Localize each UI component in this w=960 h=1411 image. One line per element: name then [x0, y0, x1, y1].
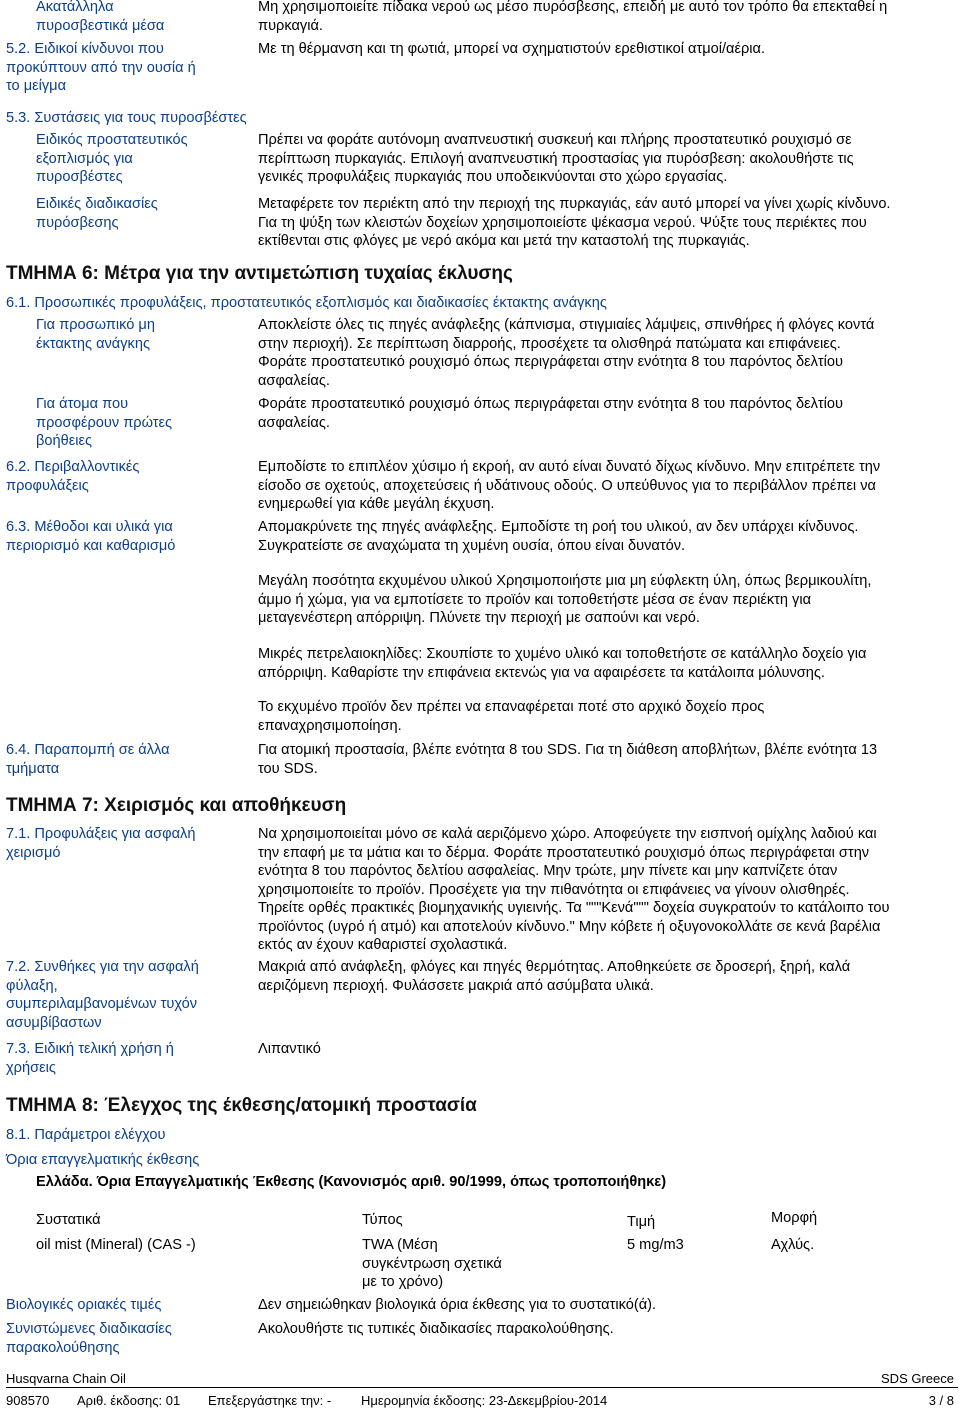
table-header-component: Συστατικά — [36, 1212, 101, 1228]
section-6-3-heading: 6.3. Μέθοδοι και υλικά για περιορισμό και καθαρισμό — [6, 519, 176, 554]
footer-revision: Επεξεργάστηκε την: - — [208, 1393, 332, 1408]
footer-issue-date: Ημερομηνία έκδοσης: 23-Δεκεμβρίου-2014 — [361, 1393, 608, 1408]
firefighting-procedures-label: Ειδικές διαδικασίες πυρόσβεσης — [36, 196, 158, 231]
table-cell-value: 5 mg/m3 — [627, 1237, 684, 1253]
monitoring-label: Συνιστώμενες διαδικασίες παρακολούθησης — [6, 1321, 172, 1356]
oel-heading: Όρια επαγγελματικής έκθεσης — [6, 1152, 200, 1168]
section-7-1-heading: 7.1. Προφυλάξεις για ασφαλή χειρισμό — [6, 826, 196, 861]
section-7-2-heading: 7.2. Συνθήκες για την ασφαλή φύλαξη, συμπεριλαμβανομένων τυχόν ασυμβίβαστων — [6, 959, 199, 1031]
section-8-1-heading: 8.1. Παράμετροι ελέγχου — [6, 1127, 166, 1143]
section-5-2-heading: 5.2. Ειδικοί κίνδυνοι που προκύπτουν από την ουσία ή το μείγμα — [6, 41, 196, 94]
footer-product: Husqvarna Chain Oil — [6, 1371, 126, 1386]
section-7-1-text: Να χρησιμοποιείται μόνο σε καλά αεριζόμενο χώρο. Αποφεύγετε την εισπνοή ομίχλης λαδιού και την επαφή με τα μάτια και το δέρμα. Φοράτε προστατευτικό ρουχισμό όπως περιγράφεται στην ενότητα 8 του παρόντος δελτίου ασφαλείας. Μην τρώτε, μην πίνετε και μην καπνίζετε όταν χρησιμοποιείτε το προϊόν. Προσέχετε για την πιθανότητα οι επιφάνειες να γίνουν ολισθηρές. Τηρείτε ορθές πρακτικές βιομηχανικής υγιεινής. Τα """Κενά""" δοχεία συγκρατούν το κατάλοιπο του προϊόντος (υγρό ή ατμό) και αποτελούν κίνδυνο." Μην κόβετε ή οξυγονοκολλάτε σε κενά βαρέλια εκτός αν έχουν καθαριστεί σχολαστικά. — [258, 826, 890, 953]
section-7-3-heading: 7.3. Ειδική τελική χρήση ή χρήσεις — [6, 1041, 174, 1076]
section-6-2-heading: 6.2. Περιβαλλοντικές προφυλάξεις — [6, 459, 140, 494]
section-5-3-heading: 5.3. Συστάσεις για τους πυροσβέστες — [6, 110, 247, 126]
section-6-3-paragraph-1: Απομακρύνετε της πηγές ανάφλεξης. Εμποδίστε τη ροή του υλικού, αν δεν υπάρχει κίνδυνος. Συγκρατείστε σε αναχώματα τη χυμένη ουσία, όπου είναι δυνατόν. — [258, 519, 859, 554]
biological-limits-text: Δεν σημειώθηκαν βιολογικά όρια έκθεσης για το συστατικό(ά). — [258, 1297, 657, 1313]
section-7-title: ΤΜΗΜΑ 7: Χειρισμός και αποθήκευση — [6, 795, 347, 816]
table-header-type: Τύπος — [362, 1212, 403, 1228]
table-header-value: Τιμή — [627, 1214, 656, 1230]
table-header-form: Μορφή — [771, 1210, 818, 1226]
footer-divider — [6, 1387, 958, 1388]
section-8-title: ΤΜΗΜΑ 8: Έλεγχος της έκθεσης/ατομική προστασία — [6, 1095, 477, 1116]
emergency-responders-label: Για άτομα που προσφέρουν πρώτες βοήθειες — [36, 396, 173, 449]
monitoring-text: Ακολουθήστε τις τυπικές διαδικασίες παρακολούθησης. — [258, 1321, 614, 1337]
unsuitable-media-label: Ακατάλληλα πυροσβεστικά μέσα — [36, 0, 165, 34]
section-7-3-text: Λιπαντικό — [258, 1041, 321, 1057]
table-cell-type: TWA (Μέση συγκέντρωση σχετικά με το χρόνο) — [362, 1237, 502, 1290]
footer-code: 908570 — [6, 1393, 50, 1408]
footer-page-number: 3 / 8 — [928, 1393, 954, 1408]
section-6-title: ΤΜΗΜΑ 6: Μέτρα για την αντιμετώπιση τυχαίας έκλυσης — [6, 263, 513, 284]
unsuitable-media-text: Μη χρησιμοποιείτε πίδακα νερού ως μέσο πυρόσβεσης, επειδή με αυτό τον τρόπο θα επεκταθεί η πυρκαγιά. — [258, 0, 888, 34]
table-cell-form: Αχλύς. — [771, 1237, 815, 1253]
section-7-2-text: Μακριά από ανάφλεξη, φλόγες και πηγές θερμότητας. Αποθηκεύετε σε δροσερή, ξηρή, καλά αεριζόμενη περιοχή. Φυλάσσετε μακριά από ασύμβατα υλικά. — [258, 959, 851, 994]
footer-version: Αριθ. έκδοσης: 01 — [77, 1393, 181, 1408]
section-6-2-text: Εμποδίστε το επιπλέον χύσιμο ή εκροή, αν αυτό είναι δυνατό δίχως κίνδυνο. Μην επιτρέπετε την είσοδο σε οχετούς, αποχετεύσεις ή υδάτινους οδούς. Ο υπεύθυνος για το περιβάλλον πρέπει να ενημερωθεί για κάθε μεγάλη έκχυση. — [258, 459, 881, 512]
emergency-responders-text: Φοράτε προστατευτικό ρουχισμό όπως περιγράφεται στην ενότητα 8 του παρόντος δελτίου ασφαλείας. — [258, 396, 843, 431]
section-6-4-heading: 6.4. Παραπομπή σε άλλα τμήματα — [6, 742, 170, 777]
section-5-2-text: Με τη θέρμανση και τη φωτιά, μπορεί να σχηματιστούν ερεθιστικοί ατμοί/αέρια. — [258, 41, 766, 57]
non-emergency-label: Για προσωπικό μη έκτακτης ανάγκης — [36, 317, 155, 352]
section-6-3-paragraph-4: Το εκχυμένο προϊόν δεν πρέπει να επαναφέρεται ποτέ στο αρχικό δοχείο προς επαναχρησιμοποίηση. — [258, 699, 765, 734]
biological-limits-label: Βιολογικές οριακές τιμές — [6, 1297, 162, 1313]
firefighter-equipment-label: Ειδικός προστατευτικός εξοπλισμός για πυροσβέστες — [36, 132, 188, 185]
section-6-3-paragraph-3: Μικρές πετρελαιοκηλίδες: Σκουπίστε το χυμένο υλικό και τοποθετήστε σε κατάλληλο δοχείο για απόρριψη. Καθαρίστε την επιφάνεια εκτενώς για να αφαιρέσετε τα κατάλοιπα μόλυνσης. — [258, 646, 867, 681]
table-cell-component: oil mist (Mineral) (CAS -) — [36, 1237, 196, 1253]
footer-doc-type: SDS Greece — [881, 1371, 954, 1386]
firefighter-equipment-text: Πρέπει να φοράτε αυτόνομη αναπνευστική συσκευή και πλήρης προστατευτικό ρουχισμό σε περίπτωση πυρκαγιάς. Επιλογή αναπνευστική προστασίας για πυρόσβεση: ακολουθήστε τις γενικές προφυλάξεις πυρκαγιάς που υποδεικνύονται στο χώρο εργασίας. — [258, 132, 854, 185]
firefighting-procedures-text: Μεταφέρετε τον περιέκτη από την περιοχή της πυρκαγιάς, εάν αυτό μπορεί να γίνει χωρίς κίνδυνο. Για τη ψύξη των κλειστών δοχείων χρησιμοποιείστε ψέκασμα νερού. Ψύξτε τους περιέκτες που εκτίθενται στις φλόγες με νερό ακόμα και μετά την καταστολή της πυρκαγιάς. — [258, 196, 891, 249]
greece-oel-heading: Ελλάδα. Όρια Επαγγελματικής Έκθεσης (Κανονισμός αριθ. 90/1999, όπως τροποποιήθηκε) — [36, 1174, 667, 1190]
section-6-3-paragraph-2: Μεγάλη ποσότητα εκχυμένου υλικού Χρησιμοποιήστε μια μη εύφλεκτη ύλη, όπως βερμικουλίτη, άμμο ή χώμα, για να εμποτίσετε το προϊόν και τοποθετήστε μέσα σε έναν περιέκτη για μεταγενέστερη απόρριψη. Πλύνετε την περιοχή με σαπούνι και νερό. — [258, 573, 872, 626]
non-emergency-text: Αποκλείστε όλες τις πηγές ανάφλεξης (κάπνισμα, στιγμιαίες λάμψεις, σπινθήρες ή φλόγες κοντά στην περιοχή). Σε περίπτωση διαρροής, προσέχετε τα ολισθηρά πατώματα και επιφάνειες. Φοράτε προστατευτικό ρουχισμό όπως περιγράφεται στην ενότητα 8 του παρόντος δελτίου ασφαλείας. — [258, 317, 875, 389]
section-6-4-text: Για ατομική προστασία, βλέπε ενότητα 8 του SDS. Για τη διάθεση αποβλήτων, βλέπε ενότητα 13 του SDS. — [258, 742, 878, 777]
section-6-1-heading: 6.1. Προσωπικές προφυλάξεις, προστατευτικός εξοπλισμός και διαδικασίες έκτακτης ανάγκης — [6, 295, 607, 311]
